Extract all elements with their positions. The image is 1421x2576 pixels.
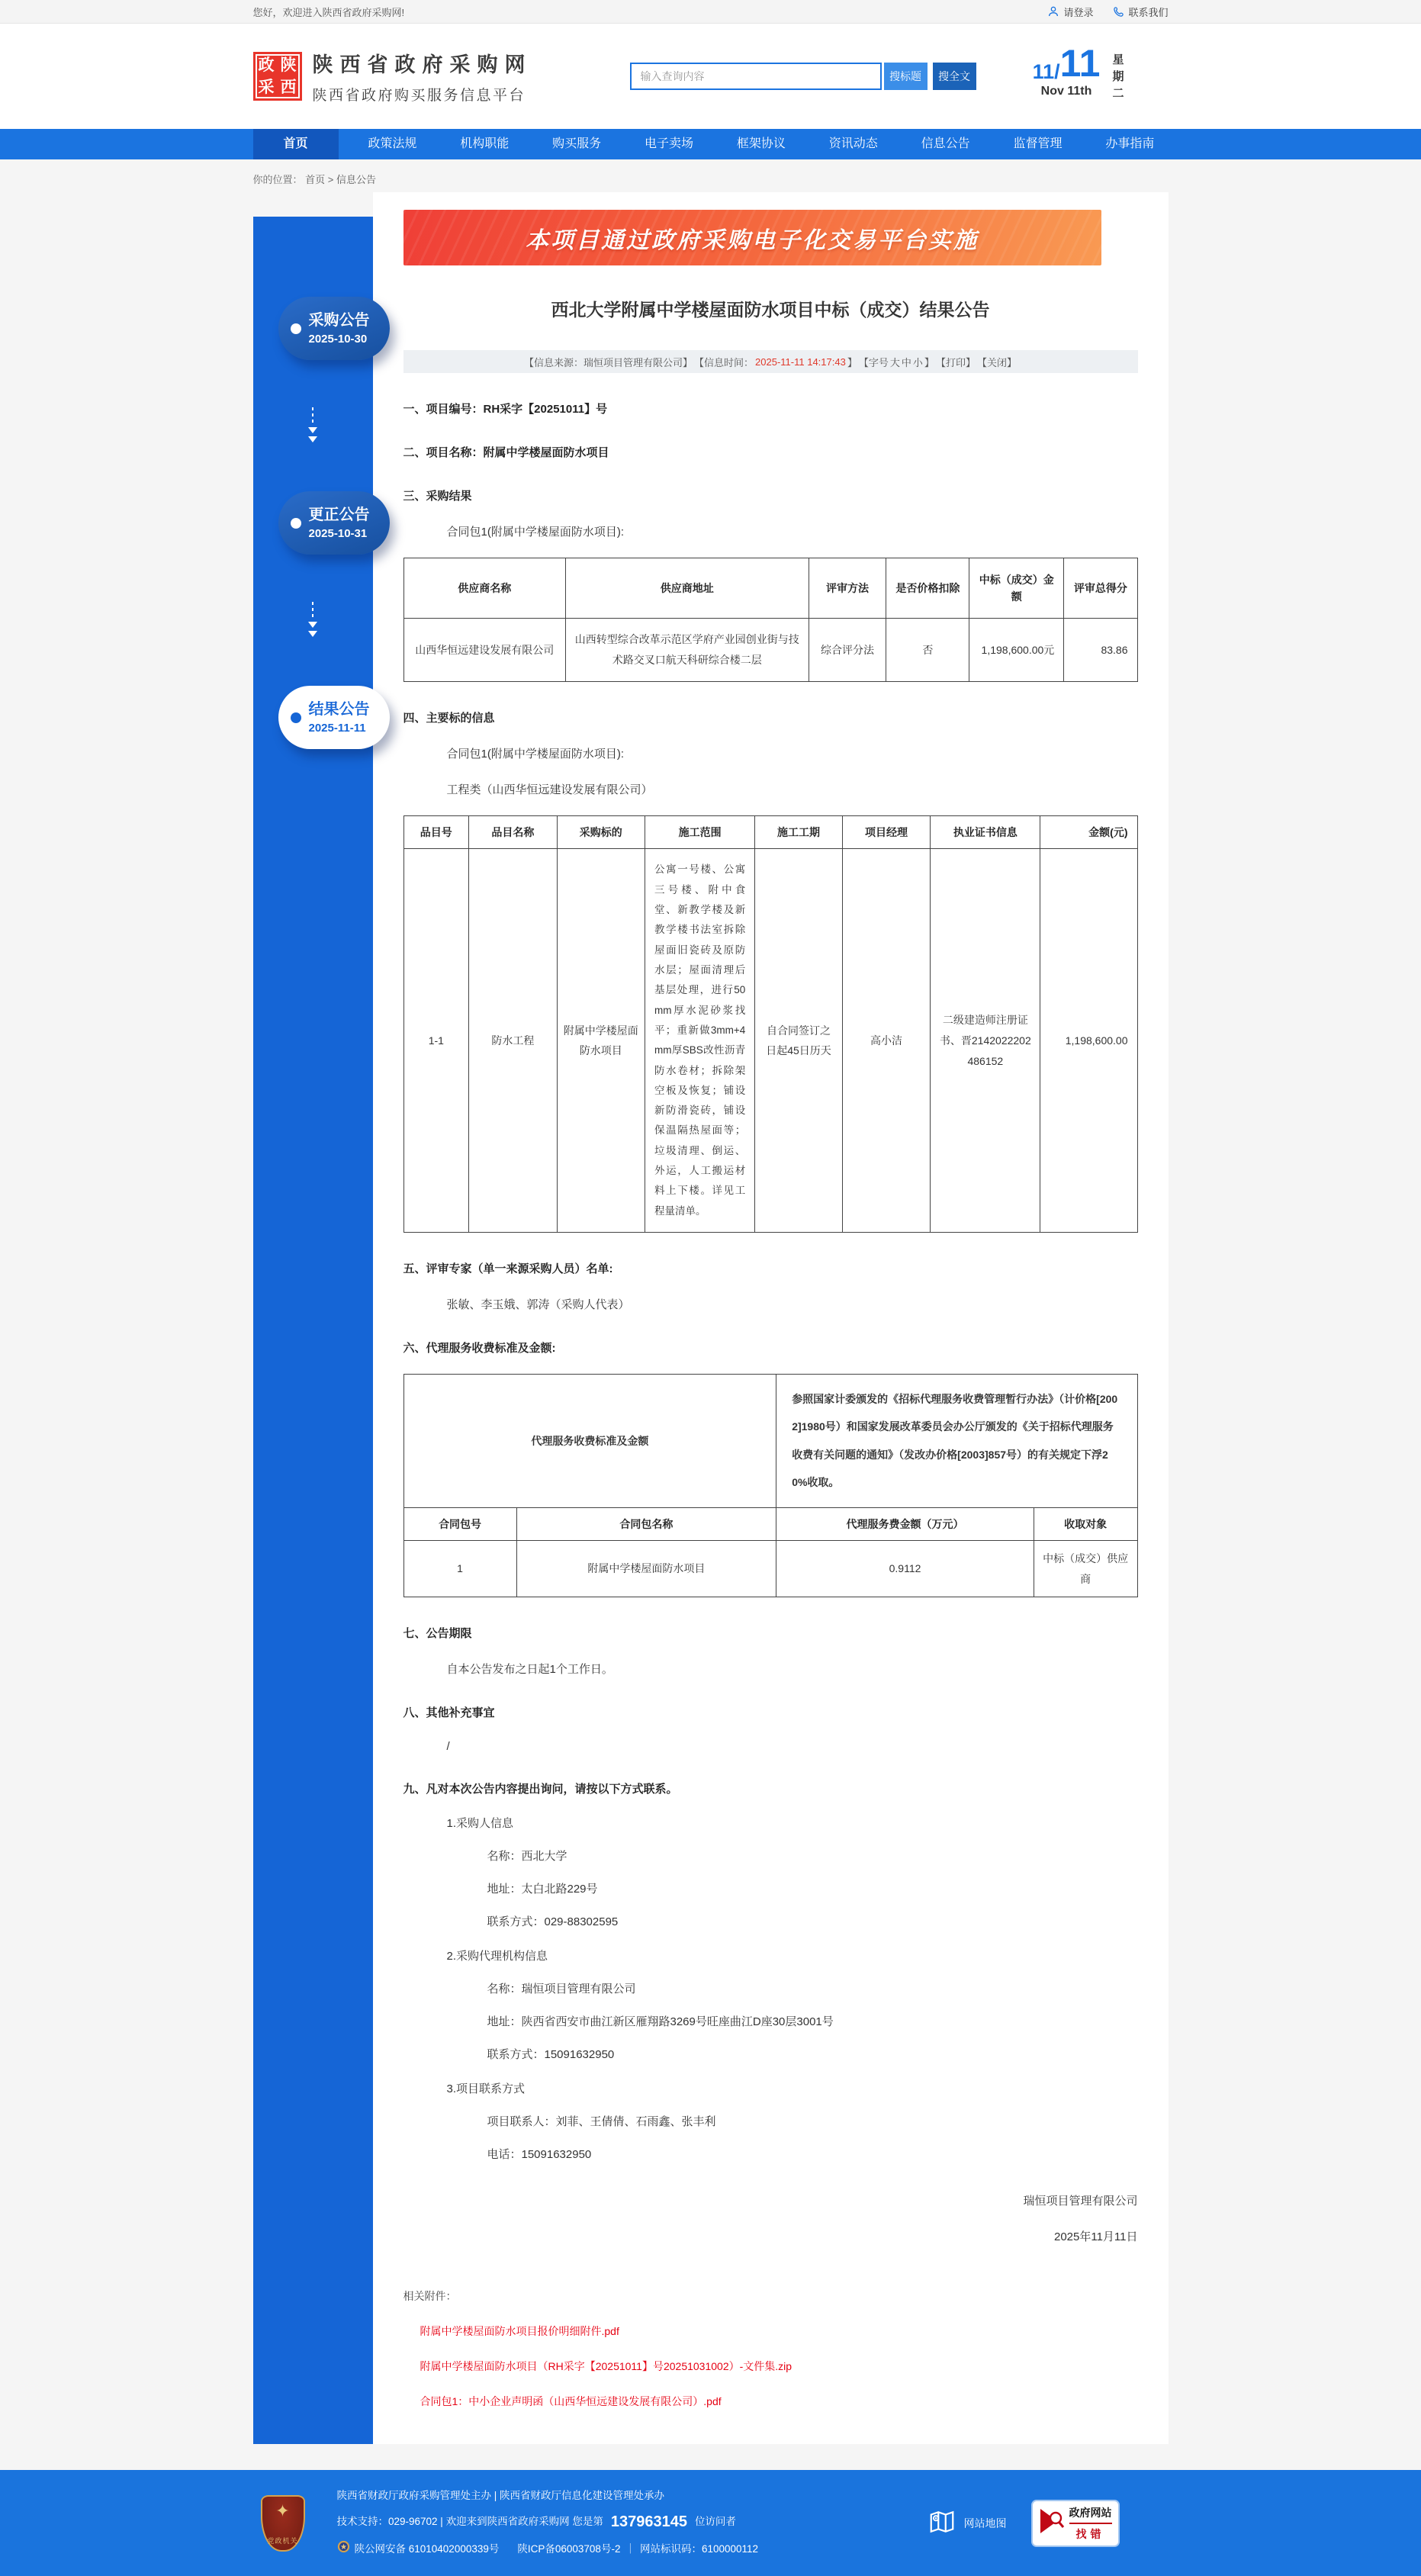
- project-manager: 高小洁: [842, 849, 930, 1233]
- platform-banner: 本项目通过政府采购电子化交易平台实施: [403, 210, 1101, 265]
- page-title: 西北大学附属中学楼屋面防水项目中标（成交）结果公告: [551, 300, 990, 320]
- visitor-count: 137963145: [610, 2513, 687, 2531]
- construction-scope: 公寓一号楼、公寓三号楼、附中食堂、新教学楼及新教学楼书法室拆除屋面旧瓷砖及原防水层；屋面清理后基层处理，进行50mm厚水泥砂浆找平；重新做3mm+4mm厚SBS改性沥青防水卷材；拆除架空板及恢复；铺设新防滑瓷砖，铺设保温隔热屋面等；垃圾清理、倒运、外运，人工搬运材料上下楼。详见工程量清单。: [645, 849, 754, 1233]
- date-month: 11/: [1032, 60, 1060, 84]
- breadcrumb: 你的位置： 首页 > 信息公告: [0, 159, 1421, 192]
- gov-agency-badge-icon: ✦ 党政机关: [261, 2495, 305, 2552]
- section-subject-info: 四、主要标的信息: [403, 712, 495, 725]
- package-line: 合同包1(附属中学楼屋面防水项目):: [446, 526, 625, 539]
- beian-link[interactable]: 陕公网安备 61010402000339号: [354, 2542, 500, 2555]
- nav-item-purchase-services[interactable]: 购买服务: [552, 137, 602, 150]
- review-score: 83.86: [1064, 619, 1137, 682]
- nav-item-policies[interactable]: 政策法规: [368, 137, 417, 150]
- nav-item-supervision[interactable]: 监督管理: [1013, 137, 1063, 150]
- attachment-link-sme-declaration-pdf[interactable]: 合同包1：中小企业声明函（山西华恒远建设发展有限公司）.pdf: [420, 2395, 722, 2408]
- main-nav: [0, 129, 1421, 159]
- signature-org: 瑞恒项目管理有限公司: [1023, 2195, 1138, 2208]
- expert-names: 张敏、李玉娥、郭涛（采购人代表）: [446, 1298, 630, 1312]
- subject-info-table: [403, 815, 1138, 1233]
- date-english: Nov 11th: [1040, 85, 1092, 98]
- table-row: 山西华恒远建设发展有限公司 山西转型综合改革示范区学府产业园创业街与技术路交叉口航天科研综合楼二层 综合评分法 否 1,198,600.00元 83.86: [403, 619, 1137, 682]
- sidebar-step-procurement-announcement[interactable]: 采购公告 2025-10-30: [278, 297, 390, 360]
- info-source: 【信息来源：瑞恒项目管理有限公司】: [524, 356, 693, 368]
- table-row: 1 附属中学楼屋面防水项目 0.9112 中标（成交）供应商: [403, 1540, 1137, 1597]
- close-button[interactable]: 【关闭】: [976, 356, 1017, 368]
- table-header-row: 合同包号 合同包名称 代理服务费金额（万元） 收取对象: [403, 1507, 1137, 1540]
- step-dot-icon: [291, 712, 301, 723]
- sidebar-step-correction-announcement[interactable]: 更正公告 2025-10-31: [278, 491, 390, 555]
- footer-organizer-line: 陕西省财政厅政府采购管理处主办 | 陕西省财政厅信息化建设管理处承办: [336, 2489, 665, 2501]
- signature-block: [403, 2192, 1138, 2244]
- footer-beian-line: 陕公网安备 61010402000339号 陕ICP备06003708号-2 ｜ 网站标识码：6100000112: [337, 2540, 759, 2558]
- attachments-label: 相关附件：: [403, 2290, 457, 2303]
- font-size-large-button[interactable]: 大: [889, 356, 900, 368]
- police-badge-icon: [337, 2540, 350, 2558]
- attachment-link-quotation-pdf[interactable]: 附属中学楼屋面防水项目报价明细附件.pdf: [420, 2325, 619, 2338]
- table-row: 1-1 防水工程 附属中学楼屋面防水项目 公寓一号楼、公寓三号楼、附中食堂、新教学楼及新教学楼书法室拆除屋面旧瓷砖及原防水层；屋面清理后基层处理，进行50mm厚水泥砂浆找平；重新做3mm+4mm厚SBS改性沥青防水卷材；拆除架空板及恢复；铺设新防滑瓷砖，铺设保温隔热屋面等；垃圾清理、倒运、外运，人工搬运材料上下楼。详见工程量清单。 自合同签订之日起45日历天 高小洁 二级建造师注册证书、晋2142022202486152 1,198,600.00: [403, 849, 1137, 1233]
- site-footer: [0, 2470, 1421, 2576]
- contact-us-link[interactable]: 联系我们: [1113, 5, 1168, 19]
- section-agency-fee: 六、代理服务收费标准及金额:: [403, 1342, 556, 1356]
- table-row: 代理服务收费标准及金额 参照国家计委颁发的《招标代理服务收费管理暂行办法》（计价格[2002]1980号）和国家发展改革委员会办公厅颁发的《关于招标代理服务收费有关问题的通知》（发改办价格[2003]857号）的有关规定下浮20%收取。: [403, 1375, 1137, 1508]
- flag-magnifier-icon: [1039, 2506, 1065, 2540]
- site-subtitle: 陕西省政府购买服务信息平台: [312, 88, 526, 104]
- font-size-small-button[interactable]: 小: [912, 356, 923, 368]
- agency-fee-table: [403, 1374, 1138, 1597]
- step-dot-icon: [291, 323, 301, 334]
- print-button[interactable]: 【打印】: [935, 356, 976, 368]
- step-arrow-icon: [307, 602, 373, 642]
- attachments-block: [403, 2288, 1138, 2409]
- search-fulltext-button[interactable]: 搜全文: [933, 63, 976, 90]
- article-meta-bar: 【信息来源：瑞恒项目管理有限公司】 【信息时间： 2025-11-11 14:17:43 】 【字号 大 中 小 】 【打印】 【关闭】: [403, 350, 1138, 373]
- date-display: [1032, 42, 1169, 101]
- section-announcement-period: 七、公告期限: [403, 1627, 472, 1641]
- font-size-medium-button[interactable]: 中: [901, 356, 911, 368]
- nav-item-framework[interactable]: 框架协议: [736, 137, 786, 150]
- section-contact-info: 九、凡对本次公告内容提出询问，请按以下方式联系。: [403, 1783, 678, 1796]
- agency-info-title: 2.采购代理机构信息: [446, 1950, 548, 1963]
- site-code: 网站标识码：6100000112: [639, 2542, 759, 2555]
- gov-site-error-report-badge[interactable]: 政府网站 找错: [1033, 2501, 1118, 2545]
- category-line: 工程类（山西华恒远建设发展有限公司）: [446, 783, 653, 796]
- section-other-matters: 八、其他补充事宜: [403, 1706, 495, 1720]
- table-header-row: 供应商名称 供应商地址 评审方法 是否价格扣除 中标（成交）金额 评审总得分: [403, 558, 1137, 619]
- sitemap-link[interactable]: 网站地图: [928, 2507, 1007, 2539]
- sidebar-step-result-announcement[interactable]: 结果公告 2025-11-11: [278, 686, 390, 749]
- agency-fee-amount: 0.9112: [776, 1540, 1034, 1597]
- certificate-info: 二级建造师注册证书、晋2142022202486152: [931, 849, 1040, 1233]
- date-day: 11: [1059, 42, 1101, 85]
- topbar: [0, 0, 1421, 24]
- weekday-label: 星 期 二: [1112, 53, 1124, 100]
- announcement-timeline-sidebar: [253, 217, 373, 2444]
- section-procurement-result: 三、采购结果: [403, 490, 472, 503]
- supplier-address: 山西转型综合改革示范区学府产业园创业街与技术路交叉口航天科研综合楼二层: [566, 619, 809, 682]
- procurement-result-table: [403, 558, 1138, 682]
- subject-amount: 1,198,600.00: [1040, 849, 1137, 1233]
- signature-date: 2025年11月11日: [1053, 2230, 1138, 2244]
- table-header-row: 品目号 品目名称 采购标的 施工范围 施工工期 项目经理 执业证书信息 金额(元): [403, 816, 1137, 849]
- section-project-number: 一、项目编号：RH采字【20251011】号: [403, 403, 608, 416]
- site-header: [0, 24, 1421, 129]
- site-title: 陕西省政府采购网: [312, 53, 532, 76]
- welcome-text: 您好，欢迎进入陕西省政府采购网!: [252, 6, 405, 18]
- footer-support-line: 技术支持：029-96702 | 欢迎来到陕西省政府采购网 您是第 137963145 位访问者: [337, 2510, 759, 2533]
- login-link[interactable]: 请登录: [1047, 5, 1093, 19]
- site-logo: 政 陕 采 西: [253, 52, 302, 101]
- search-input[interactable]: [630, 63, 882, 90]
- search-title-button[interactable]: 搜标题: [884, 63, 928, 90]
- award-amount: 1,198,600.00元: [969, 619, 1064, 682]
- purchaser-info-title: 1.采购人信息: [446, 1817, 514, 1831]
- nav-item-functions[interactable]: 机构职能: [460, 137, 510, 150]
- nav-item-guide[interactable]: 办事指南: [1105, 137, 1155, 150]
- icp-link[interactable]: 陕ICP备06003708号-2: [517, 2542, 621, 2555]
- map-icon: [928, 2507, 956, 2539]
- info-time: 2025-11-11 14:17:43: [755, 355, 846, 368]
- announcement-article: 本项目通过政府采购电子化交易平台实施 西北大学附属中学楼屋面防水项目中标（成交）结果公告 【信息来源：瑞恒项目管理有限公司】 【信息时间： 2025-11-11 14:17:43 】 【字号 大 中 小 】 【打印】 【关闭】 一、项目编号：RH采字【20251011】号 二、项目名称：附属中学楼屋面防水项目 三、采购结果 合同包1(附属中学楼屋面防水项目): 供应商名称 供应商地址 评审方法 是否价格扣除 中标（成交）金额 评审总得分 山西华恒远建设发展有限公司 山西转型综合改革示范区学府产业园创业街与技术路交叉口航天科研综合楼二层 综合评分法 否 1,198,600.00元 83.86 四、主要标的信息 合同包1(附属中学楼屋面防水项目): 工程类（山西华恒远建设发展有限公司） 品目号 品目名称 采购标的 施工范围 施工工期 项目经理 执业证书信息 金额(元) 1-1 防水工程 附属中学楼屋面防水项目 公寓一号楼、公寓三号楼、附中食堂、新教学楼及新教学楼书法室拆除屋面旧瓷砖及原防水层；屋面清理后基层处理，进行50mm厚水泥砂浆找平；重新做3mm+4mm厚SBS改性沥青防水卷材；拆除架空板及恢复；铺设新防滑瓷砖，铺设保温隔热屋面等；垃圾清理、倒运、外运，人工搬运材料上下楼。详见工程量清单。 自合同签订之日起45日历天 高小洁 二级建造师注册证书、晋2142022202486152 1,198,600.00 五、评审专家（单一来源采购人员）名单: 张敏、李玉娥、郭涛（采购人代表） 六、代理服务收费标准及金额: 代理服务收费标准及金额 参照国家计委颁发的《招标代理服务收费管理暂行办法》（计价格[2002]1980号）和国家发展改革委员会办公厅颁发的《关于招标代理服务收费有关问题的通知》（发改办价格[2003]857号）的有关规定下浮20%收取。 合同包号 合同包名称 代理服务费金额（万元） 收取对象 1 附属中学楼屋面防水项目 0.9112 中标（成交）供应商 七、公告期限 自本公告发布之日起1个工作日。 八、其他补充事宜 / 九、凡对本次公告内容提出询问，请按以下方式联系。 1.采购人信息 名称：西北大学 地址：太白北路229号 联系方式：029-88302595 2.采购代理机构信息 名称：瑞恒项目管理有限公司 地址：陕西省西安市曲江新区雁翔路3269号旺座曲江D座30层3001号 联系方式：15091632950 3.项目联系方式 项目联系人：刘菲、王倩倩、石雨鑫、张丰利 电话：15091632950 瑞恒项目管理有限公司 2025年11月11日 相关附件： 附属中学楼屋面防水项目报价明细附件.pdf 附属中学楼屋面防水项目（RH采字【20251011】号20251031002）-文件集.zip 合同包1：中小企业声明函（山西华恒远建设发展有限公司）.pdf: [373, 192, 1169, 2444]
- phone-icon: [1113, 6, 1124, 18]
- breadcrumb-current[interactable]: 信息公告: [336, 174, 377, 185]
- project-contact-title: 3.项目联系方式: [446, 2082, 526, 2096]
- package-line: 合同包1(附属中学楼屋面防水项目):: [446, 748, 625, 761]
- nav-item-announcements[interactable]: 信息公告: [921, 137, 970, 150]
- user-icon: [1047, 5, 1059, 18]
- section-experts: 五、评审专家（单一来源采购人员）名单:: [403, 1262, 613, 1276]
- nav-item-news[interactable]: 资讯动态: [828, 137, 878, 150]
- supplier-name: 山西华恒远建设发展有限公司: [403, 619, 566, 682]
- nav-item-e-mall[interactable]: 电子卖场: [645, 137, 694, 150]
- breadcrumb-home-link[interactable]: 首页: [305, 174, 326, 185]
- nav-item-home[interactable]: 首页: [253, 129, 339, 159]
- step-dot-icon: [291, 518, 301, 529]
- step-arrow-icon: [307, 407, 373, 447]
- attachment-link-fileset-zip[interactable]: 附属中学楼屋面防水项目（RH采字【20251011】号20251031002）-文件集.zip: [420, 2360, 792, 2373]
- section-project-name: 二、项目名称：附属中学楼屋面防水项目: [403, 446, 609, 459]
- fee-policy-text: 参照国家计委颁发的《招标代理服务收费管理暂行办法》（计价格[2002]1980号）和国家发展改革委员会办公厅颁发的《关于招标代理服务收费有关问题的通知》（发改办价格[2003]857号）的有关规定下浮20%收取。: [776, 1375, 1137, 1508]
- search-box: [630, 63, 976, 90]
